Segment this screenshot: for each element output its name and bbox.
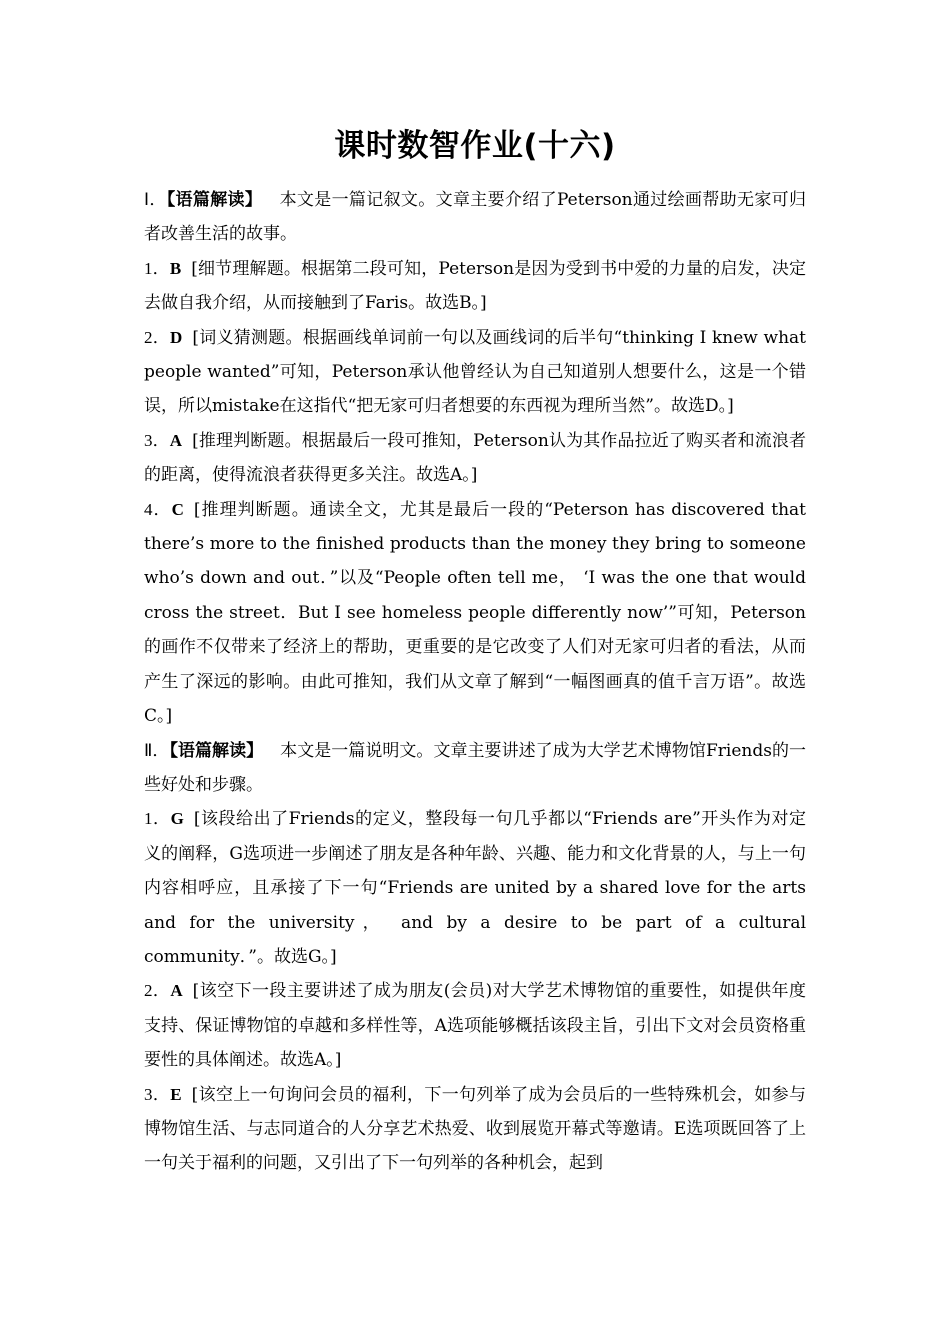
item-number: 3． — [144, 430, 170, 450]
item-explanation: [词义猜测题。根据画线单词前一句以及画线词的后半句“thinking I knew what people wanted”可知，Peterson承认他曾经认为自己知道别人想要什么，这是一个错误，所以mistake在这指代“把无家可归者想要的东西视为理所当然”。故选D。] — [144, 327, 806, 417]
section-label: 【语篇解读】 — [166, 190, 263, 210]
item-explanation: [该空上一句询问会员的福利，下一句列举了成为会员后的一些特殊机会，如参与博物馆生活、与志同道合的人分享艺术热爱、收到展览开幕式等邀请。E选项既回答了上一句关于福利的问题，又引出了下一句列举的各种机会，起到 — [144, 1084, 806, 1174]
section-intro — [144, 734, 806, 803]
item-explanation: [推理判断题。通读全文，尤其是最后一段的“Peterson has discovered that there’s more to the finished products than the money they bring to someone who’s down and out．”以及“People often tell me， ‘I was the one that would cross the street．But I see homeless people differently now’”可知，Peterson的画作不仅带来了经济上的帮助，更重要的是它改变了人们对无家可归者的看法，从而产生了深远的影响。由此可推知，我们从文章了解到“一幅图画真的值千言万语”。故选C。] — [144, 499, 806, 727]
item-number: 2． — [144, 327, 171, 347]
item-answer: C — [171, 499, 184, 519]
item-number: 3． — [144, 1084, 171, 1104]
item-answer: A — [170, 981, 183, 1001]
item-explanation: [该空下一段主要讲述了成为朋友(会员)对大学艺术博物馆的重要性，如提供年度支持、保证博物馆的卓越和多样性等，A选项能够概括该段主旨，引出下文对会员资格重要性的具体阐述。故选A。] — [144, 981, 806, 1071]
answer-item — [144, 252, 806, 321]
answer-item — [144, 424, 806, 493]
item-answer: A — [169, 430, 183, 450]
item-answer: E — [170, 1084, 182, 1104]
answer-item — [144, 802, 806, 974]
item-answer: G — [170, 809, 184, 829]
section-label: 【语篇解读】 — [169, 740, 264, 761]
answer-item — [144, 1078, 806, 1181]
item-explanation: [细节理解题。根据第二段可知，Peterson是因为受到书中爱的力量的启发，决定去做自我介绍，从而接触到了Faris。故选B。] — [144, 258, 807, 314]
item-explanation: [推理判断题。根据最后一段可推知，Peterson认为其作品拉近了购买者和流浪者的距离，使得流浪者获得更多关注。故选A。] — [144, 430, 807, 486]
section-intro — [144, 183, 806, 252]
answer-item — [144, 974, 806, 1077]
item-number: 2． — [144, 981, 171, 1001]
item-explanation: [该段给出了Friends的定义，整段每一句几乎都以“Friends are”开头作为对定义的阐释，G选项进一步阐述了朋友是各种年龄、兴趣、能力和文化背景的人，与上一句内容相呼应，且承接了下一句“Friends are united by a shared love for the arts and for the university， and by a desire to be part of a cultural community．”。故选G。] — [144, 809, 806, 967]
item-number: 1． — [144, 809, 171, 829]
answer-item — [144, 321, 806, 424]
item-answer: D — [170, 327, 183, 347]
answer-item — [144, 493, 806, 734]
answer-key-body — [144, 183, 806, 1181]
section-numeral: Ⅰ． — [144, 190, 167, 209]
item-answer: B — [169, 258, 182, 278]
item-number: 1． — [144, 258, 170, 278]
item-number: 4． — [144, 499, 172, 519]
section-intro-text: 本文是一篇记叙文。文章主要介绍了Peterson通过绘画帮助无家可归者改善生活的故事。 — [144, 190, 807, 245]
page-title: 课时数智作业(十六) — [334, 128, 616, 164]
section-numeral: Ⅱ． — [144, 740, 170, 760]
section-intro-text: 本文是一篇说明文。文章主要讲述了成为大学艺术博物馆Friends的一些好处和步骤。 — [144, 740, 807, 795]
